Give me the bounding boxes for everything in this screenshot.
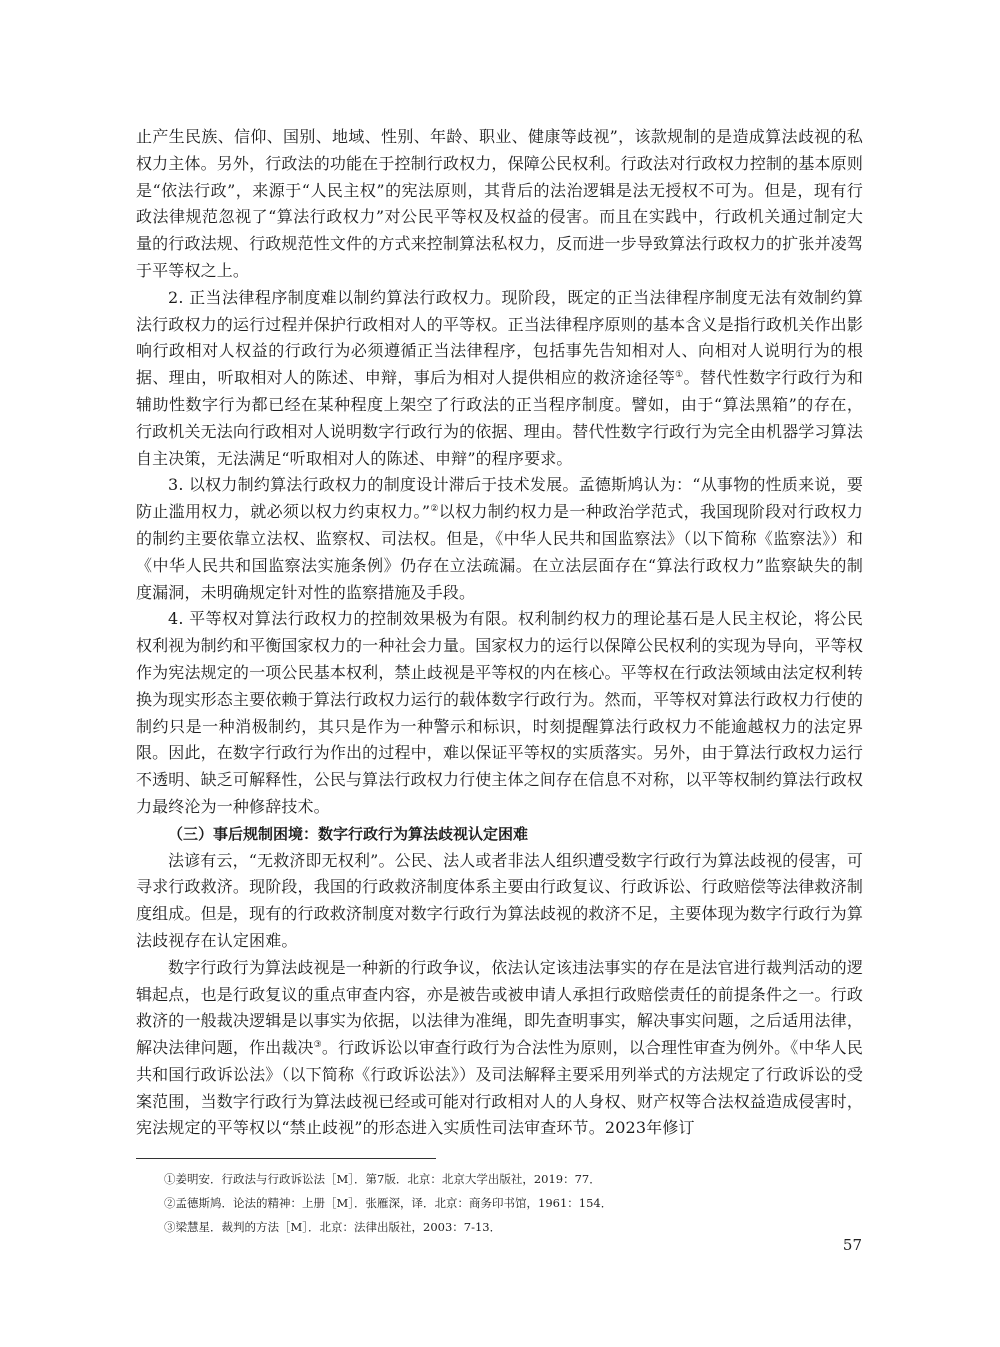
paragraph-adjudication bbox=[136, 955, 863, 1143]
paragraph-text: 以权力制约权力是一种政治学范式，我国现阶段对行政权力的制约主要依靠立法权、监察权、司法权。但是，《中华人民共和国监察法》（以下简称《监察法》）和《中华人民共和国监察法实施条例》仍存在立法疏漏。在立法层面存在“算法行政权力”监察缺失的制度漏洞，未明确规定针对性的监察措施及手段。 bbox=[136, 502, 864, 602]
footnote-ref-2[interactable]: ② bbox=[430, 504, 439, 515]
footnote-3: ③梁慧星．裁判的方法［M］．北京：法律出版社，2003：7-13． bbox=[164, 1220, 502, 1234]
paragraph-equality-right: 4. 平等权对算法行政权力的控制效果极为有限。权利制约权力的理论基石是人民主权论，将公民权利视为制约和平衡国家权力的一种社会力量。国家权力的运行以保障公民权利的实现为导向，平等权作为宪法规定的一项公民基本权利，禁止歧视是平等权的内在核心。平等权在行政法领域由法定权利转换为现实形态主要依赖于算法行政权力运行的载体数字行政行为。然而，平等权对算法行政权力行使的制约只是一种消极制约，其只是作为一种警示和标识，时刻提醒算法行政权力不能逾越权力的法定界限。因此，在数字行政行为作出的过程中，难以保证平等权的实质落实。另外，由于算法行政权力运行不透明、缺乏可解释性，公民与算法行政权力行使主体之间存在信息不对称，以平等权制约算法行政权力最终沦为一种修辞技术。 bbox=[136, 609, 863, 816]
page-number: 57 bbox=[842, 1236, 862, 1254]
paragraph-text: 数字行政行为算法歧视是一种新的行政争议，依法认定该违法事实的存在是法官进行裁判活动的逻辑起点，也是行政复议的重点审查内容，亦是被告或被申请人承担行政赔偿责任的前提条件之一。行政救济的一般裁决逻辑是以事实为依据，以法律为准绳，即先查明事实，解决事实问题，之后适用法律，解决法律问题，作出裁决 bbox=[136, 957, 863, 1058]
footnotes bbox=[136, 1158, 863, 1239]
paragraph-remedy: 法谚有云，“无救济即无权利”。公民、法人或者非法人组织遭受数字行政行为算法歧视的侵害，可寻求行政救济。现阶段，我国的行政救济制度体系主要由行政复议、行政诉讼、行政赔偿等法律救济制度组成。但是，现有的行政救济制度对数字行政行为算法歧视的救济不足，主要体现为数字行政行为算法歧视存在认定困难。 bbox=[136, 850, 863, 950]
footnote-ref-3[interactable]: ③ bbox=[313, 1040, 322, 1051]
footnote-2: ②孟德斯鸠．论法的精神：上册［M］．张雁深，译．北京：商务印书馆，1961：154． bbox=[164, 1196, 613, 1210]
paragraph-text: 2. 正当法律程序制度难以制约算法行政权力。现阶段，既定的正当法律程序制度无法有效制约算法行政权力的运行过程并保护行政相对人的平等权。正当法律程序原则的基本含义是指行政机关作出影响行政相对人权益的行政行为必须遵循正当法律程序，包括事先告知相对人、向相对人说明行为的根据、理由，听取相对人的陈述、申辩，事后为相对人提供相应的救济途径等 bbox=[136, 287, 863, 388]
article-body bbox=[136, 124, 863, 1142]
paragraph-due-process bbox=[136, 285, 863, 473]
paragraph-text: 3. 以权力制约算法行政权力的制度设计滞后于技术发展。孟德斯鸠认为：“从事物的性质来说，要防止滥用权力，就必须以权力约束权力。” bbox=[136, 475, 863, 522]
paragraph-text: 。行政诉讼以审查行政行为合法性为原则，以合理性审查为例外。《中华人民共和国行政诉讼法》（以下简称《行政诉讼法》）及司法解释主要采用列举式的方法规定了行政诉讼的受案范围，当数字行政行为算法歧视已经或可能对行政相对人的人身权、财产权等合法权益造成侵害时，宪法规定的平等权以“禁止歧视”的形态进入实质性司法审查环节。2023年修订 bbox=[136, 1038, 863, 1138]
section-heading: （三）事后规制困境：数字行政行为算法歧视认定困难 bbox=[168, 824, 529, 843]
paragraph-continuation: 止产生民族、信仰、国别、地域、性别、年龄、职业、健康等歧视”，该款规制的是造成算法歧视的私权力主体。另外，行政法的功能在于控制行政权力，保障公民权利。行政法对行政权力控制的基本原则是“依法行政”，来源于“人民主权”的宪法原则，其背后的法治逻辑是法无授权不可为。但是，现有行政法律规范忽视了“算法行政权力”对公民平等权及权益的侵害。而且在实践中，行政机关通过制定大量的行政法规、行政规范性文件的方式来控制算法私权力，反而进一步导致算法行政权力的扩张并凌驾于平等权之上。 bbox=[136, 127, 863, 280]
footnote-ref-1[interactable]: ① bbox=[675, 370, 684, 381]
paragraph-power-check bbox=[136, 472, 863, 606]
footnote-1: ①姜明安．行政法与行政诉讼法［M］．第7版．北京：北京大学出版社，2019：77． bbox=[164, 1172, 601, 1186]
paragraph-text: 。替代性数字行政行为和辅助性数字行为都已经在某种程度上架空了行政法的正当程序制度。譬如，由于“算法黑箱”的存在，行政机关无法向行政相对人说明数字行政行为的依据、理由。替代性数字行政行为完全由机器学习算法自主决策，无法满足“听取相对人的陈述、申辩”的程序要求。 bbox=[136, 368, 864, 468]
footnote-divider bbox=[136, 1158, 436, 1159]
